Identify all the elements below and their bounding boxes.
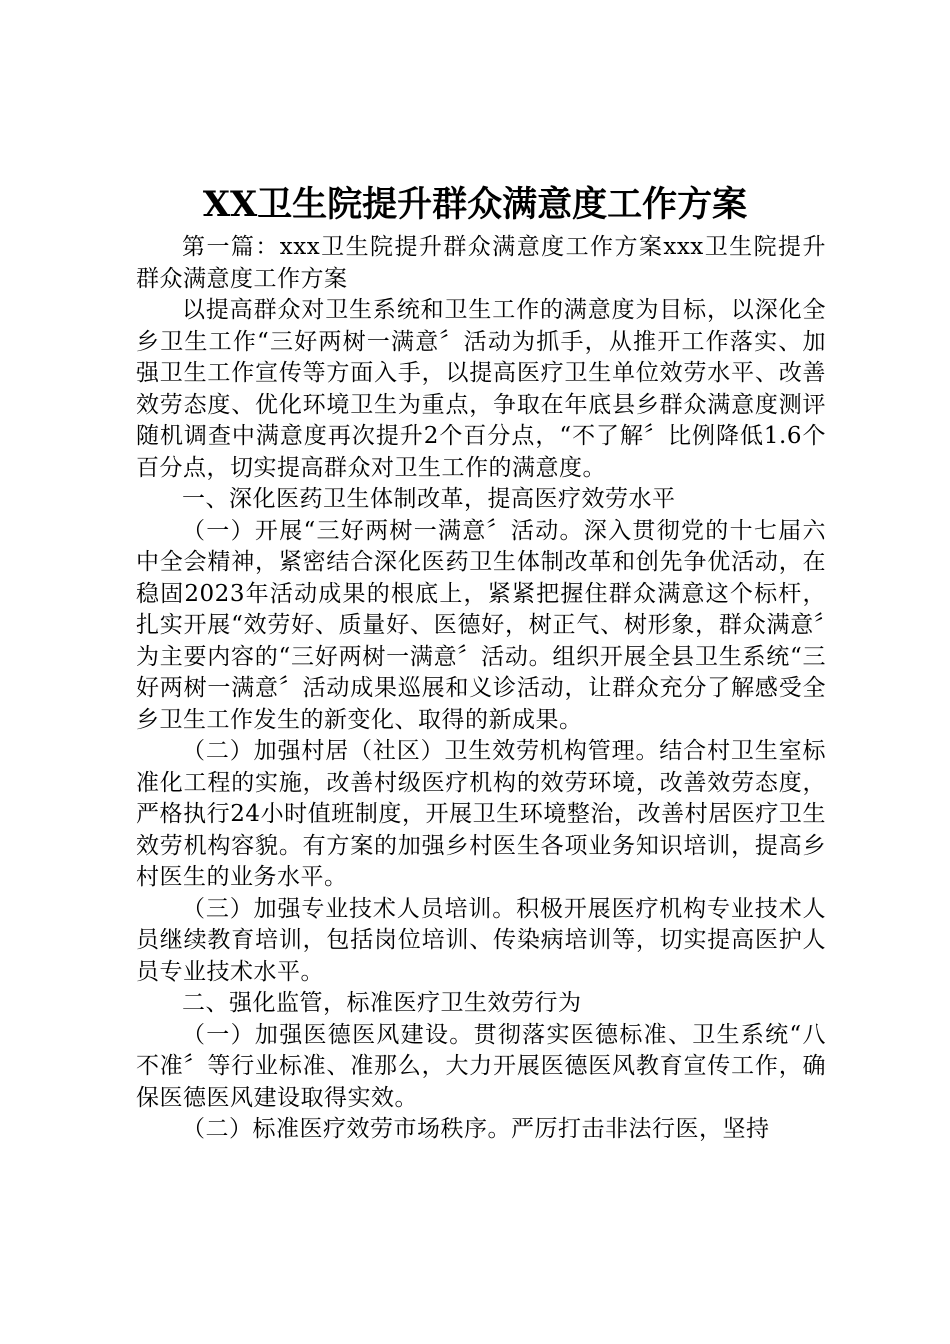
paragraph-item-2-2: （二）标准医疗效劳市场秩序。严厉打击非法行医，坚持 bbox=[182, 1116, 770, 1142]
paragraph-item-2-1: （一）加强医德医风建设。贯彻落实医德标准、卫生系统“八不准〞等行业标准、准那么，大力开展医德医风教育宣传工作，确保医德医风建设取得实效。 bbox=[136, 1021, 826, 1111]
paragraph-item-1-1: （一）开展“三好两树一满意〞活动。深入贯彻党的十七届六中全会精神，紧密结合深化医药卫生体制改革和创先争优活动，在稳固2023年活动成果的根底上，紧紧把握住群众满意这个标杆，扎实开展“效劳好、质量好、医德好，树正气、树形象，群众满意〞为主要内容的“三好两树一满意〞活动。组织开展全县卫生系统“三好两树一满意〞活动成果巡展和义诊活动，让群众充分了解感受全乡卫生工作发生的新变化、取得的新成果。 bbox=[136, 517, 826, 733]
paragraph-goal: 以提高群众对卫生系统和卫生工作的满意度为目标，以深化全乡卫生工作“三好两树一满意〞活动为抓手，从推开工作落实、加强卫生工作宣传等方面入手，以提高医疗卫生单位效劳水平、改善效劳态度、优化环境卫生为重点，争取在年底县乡群众满意度测评 随机调查中满意度再次提升2个百分点，“不了解〞比例降低1.6个百分点，切实提高群众对卫生工作的满意度。 bbox=[136, 297, 873, 481]
document-body bbox=[136, 232, 873, 1146]
paragraph-intro-heading: 第一篇：xxx卫生院提升群众满意度工作方案xxx卫生院提升群众满意度工作方案 bbox=[136, 234, 826, 292]
document-title: XX卫生院提升群众满意度工作方案 bbox=[202, 184, 748, 225]
paragraph-item-1-3: （三）加强专业技术人员培训。积极开展医疗机构专业技术人员继续教育培训，包括岗位培训、传染病培训等，切实提高医护人员专业技术水平。 bbox=[136, 895, 826, 985]
section-heading-2: 二、强化监管，标准医疗卫生效劳行为 bbox=[182, 990, 582, 1016]
section-heading-1: 一、深化医药卫生体制改革，提高医疗效劳水平 bbox=[182, 486, 676, 512]
paragraph-item-1-2: （二）加强村居（社区）卫生效劳机构管理。结合村卫生室标准化工程的实施，改善村级医疗机构的效劳环境，改善效劳态度，严格执行24小时值班制度，开展卫生环境整治，改善村居医疗卫生效劳机构容貌。有方案的加强乡村医生各项业务知识培训，提高乡村医生的业务水平。 bbox=[136, 738, 826, 890]
